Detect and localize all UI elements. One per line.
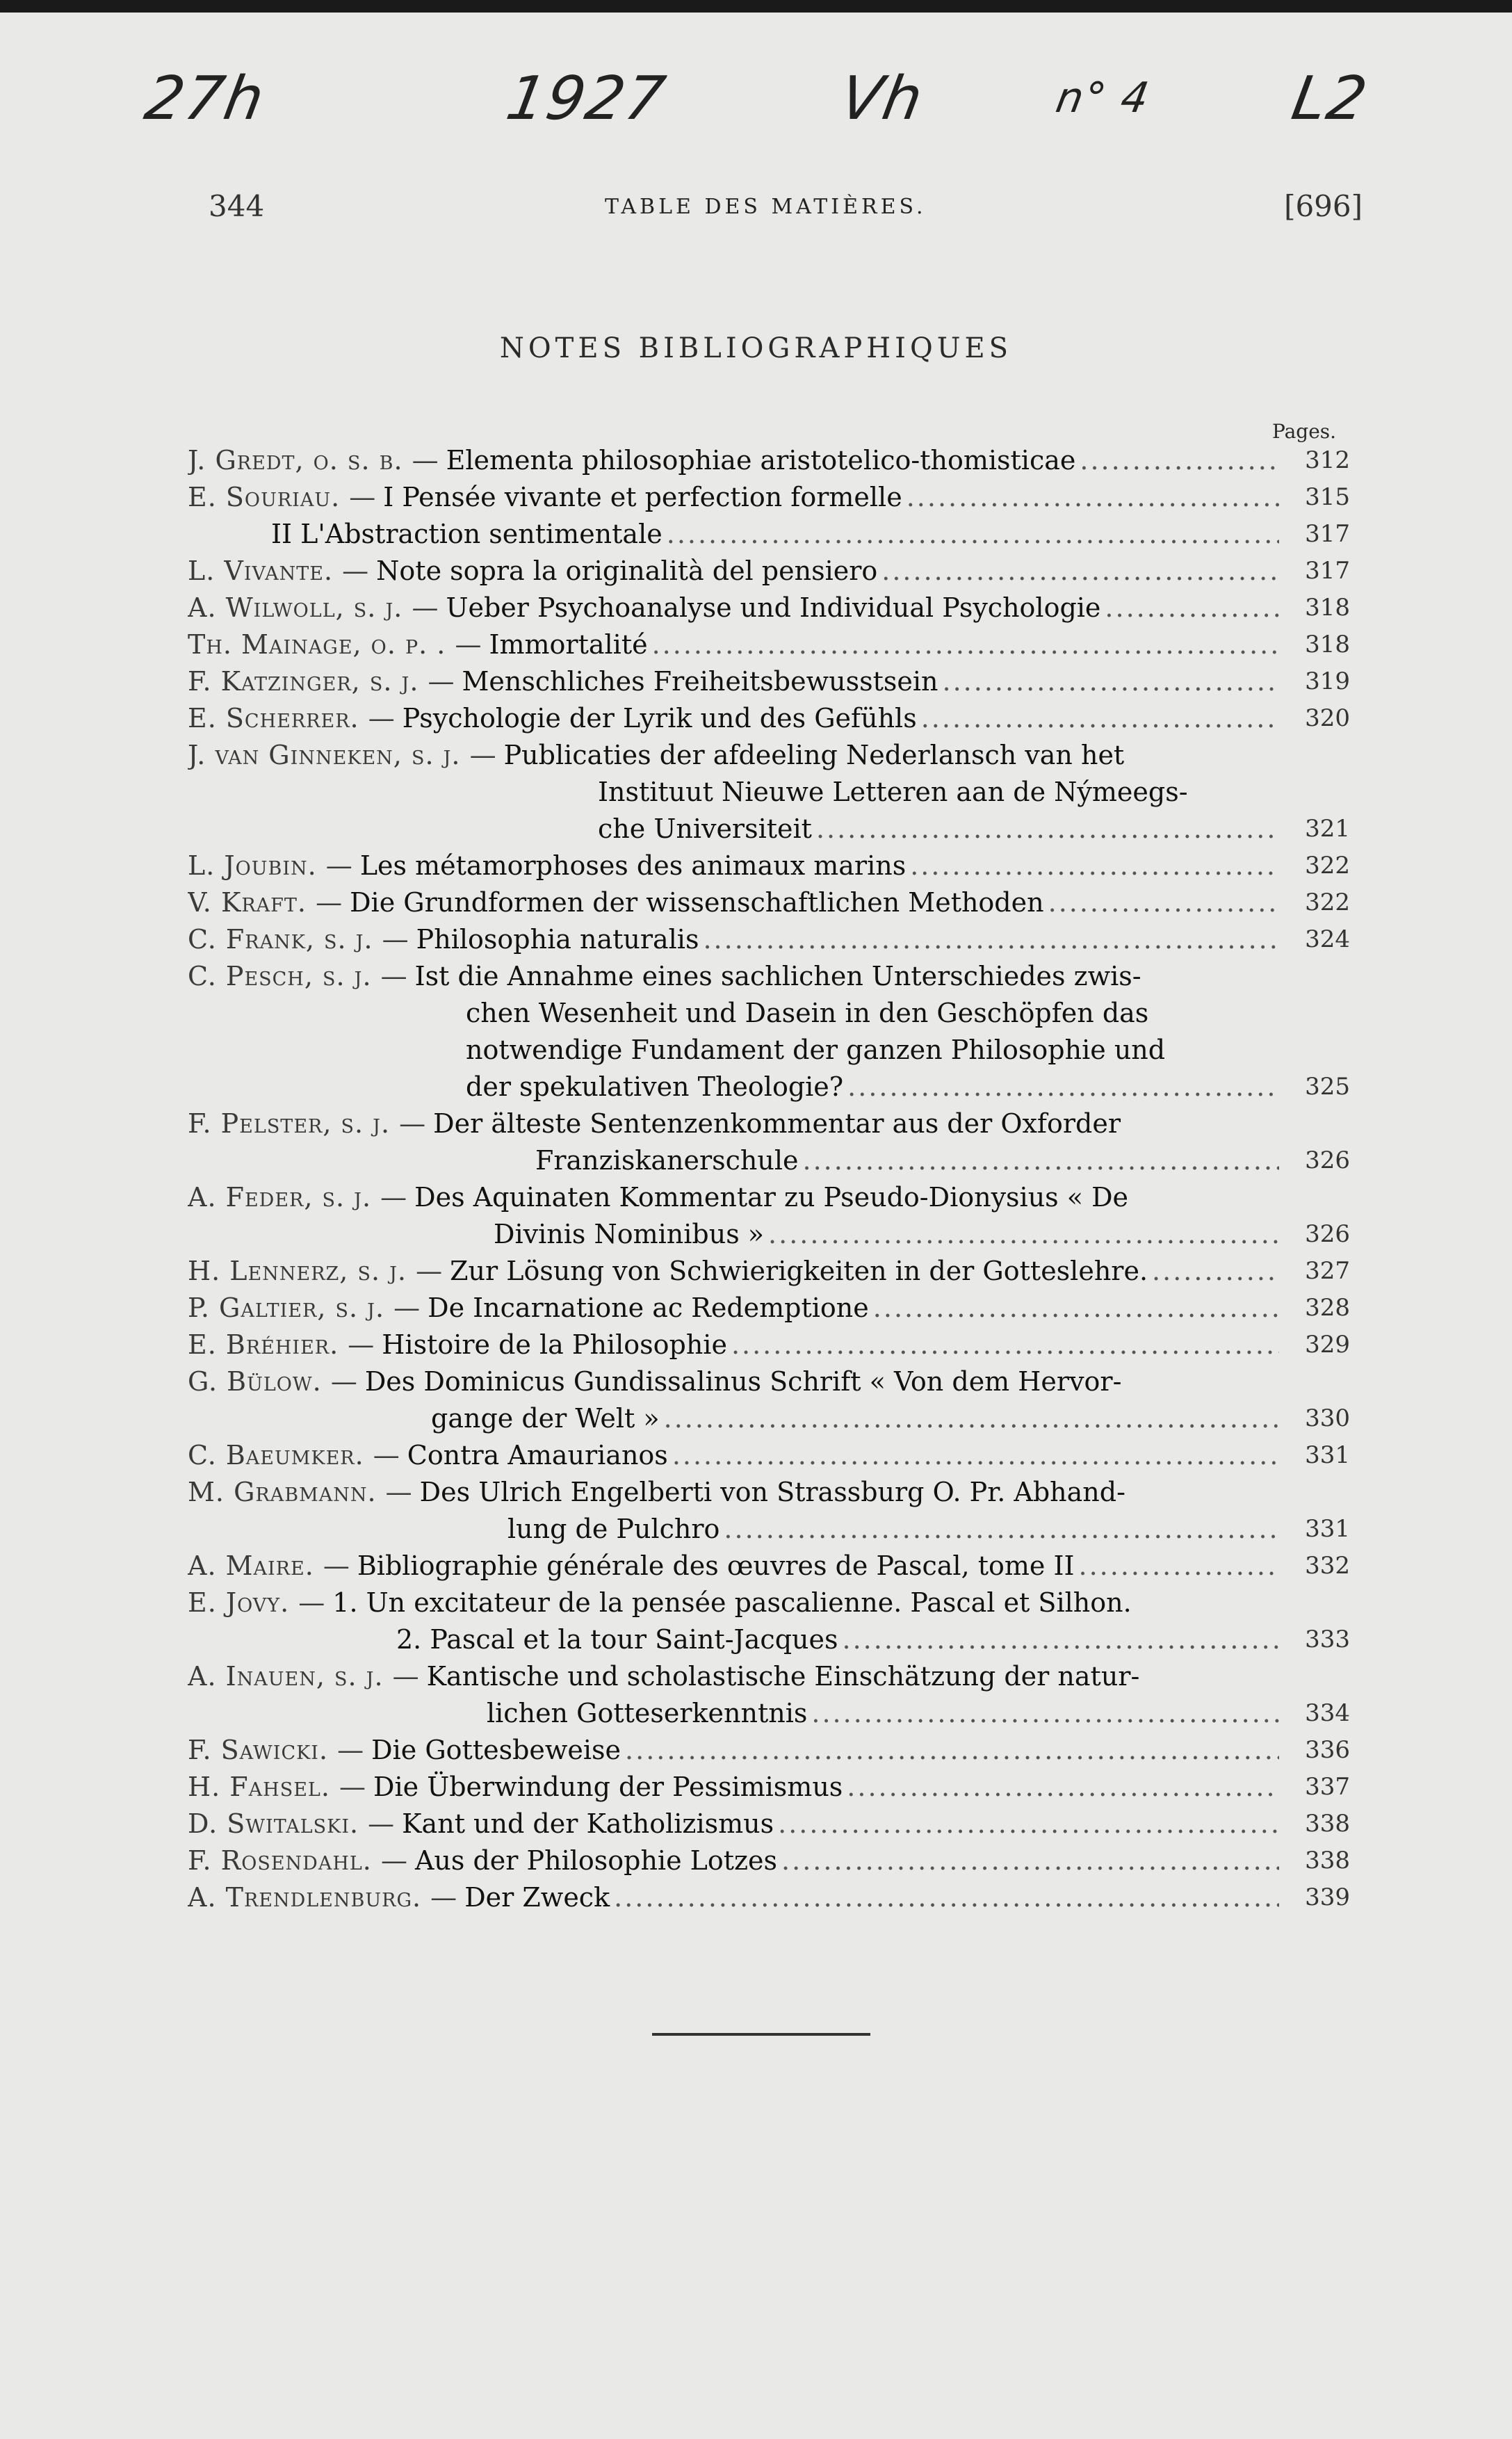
- section-title: NOTES BIBLIOGRAPHIQUES: [499, 332, 1013, 364]
- dot-leader: [910, 848, 1279, 884]
- toc-page-number: 338: [1305, 1810, 1350, 1838]
- running-title: TABLE DES MATIÈRES.: [605, 195, 927, 219]
- toc-title: Kant und der Katholizismus: [402, 1808, 774, 1839]
- toc-entry: [188, 553, 1356, 590]
- toc-title: chen Wesenheit und Dasein in den Geschöpfen das: [466, 998, 1149, 1028]
- toc-entry: [188, 1769, 1356, 1806]
- toc-entry-line: [188, 1842, 1279, 1879]
- dot-leader: [672, 1437, 1279, 1474]
- toc-entry-line: [188, 884, 1279, 921]
- toc-title: Elementa philosophiae aristotelico-thomisticae: [446, 445, 1076, 476]
- toc-entry: [188, 1585, 1356, 1658]
- closing-rule: [652, 2033, 870, 2036]
- toc-page-number: 318: [1305, 631, 1350, 658]
- toc-author: F. Sawicki. —: [188, 1735, 365, 1765]
- toc-entry-line: [188, 848, 1279, 884]
- toc-entry-line: [188, 1069, 1279, 1105]
- toc-title: Der älteste Sentenzenkommentar aus der Oxforder: [433, 1108, 1121, 1139]
- dot-leader: [816, 811, 1279, 848]
- toc-author: E. Souriau. —: [188, 482, 377, 512]
- toc-title: Ueber Psychoanalyse und Individual Psychologie: [446, 592, 1101, 623]
- pages-column-label: Pages.: [1272, 420, 1337, 443]
- toc-entry: [188, 958, 1356, 1105]
- toc-author: A. Inauen, s. j. —: [188, 1661, 420, 1692]
- dot-leader: [1079, 1548, 1279, 1585]
- dot-leader: [703, 921, 1279, 958]
- dot-leader: [803, 1142, 1279, 1179]
- toc-entry: [188, 1290, 1356, 1327]
- toc-page-number: 324: [1305, 925, 1350, 953]
- dot-leader: [664, 1400, 1279, 1437]
- toc-title: Franziskanerschule: [535, 1145, 799, 1176]
- dot-leader: [724, 1511, 1279, 1548]
- running-head: [202, 189, 1369, 231]
- toc-title: Die Gottesbeweise: [371, 1735, 621, 1765]
- toc-author: E. Bréhier. —: [188, 1329, 375, 1360]
- toc-title: der spekulativen Theologie?: [466, 1071, 844, 1102]
- toc-title: Die Überwindung der Pessimismus: [373, 1772, 843, 1802]
- toc-entry-line: [188, 1290, 1279, 1327]
- toc-page-number: 319: [1305, 667, 1350, 695]
- toc-author: L. Joubin. —: [188, 850, 353, 881]
- toc-entry-line: [188, 1437, 1279, 1474]
- toc-entry-line: [188, 995, 1279, 1032]
- toc-entry: [188, 1253, 1356, 1290]
- dot-leader: [881, 553, 1279, 590]
- handwritten-note-2: 1927: [501, 64, 672, 133]
- dot-leader: [907, 479, 1279, 516]
- toc-entry-line: [188, 1032, 1279, 1069]
- dot-leader: [943, 663, 1279, 700]
- toc-author: L. Vivante. —: [188, 556, 370, 586]
- toc-title: II L'Abstraction sentimentale: [271, 519, 662, 549]
- toc-entry: [188, 848, 1356, 884]
- toc-entry-line: [188, 1179, 1279, 1216]
- toc-entry-line: [188, 1769, 1279, 1806]
- toc-entry-line: [188, 516, 1279, 553]
- toc-author: D. Switalski. —: [188, 1808, 396, 1839]
- toc-entry-line: [188, 1105, 1279, 1142]
- toc-entry-line: [188, 1142, 1279, 1179]
- toc-title: Die Grundformen der wissenschaftlichen Methoden: [350, 887, 1044, 918]
- toc-entry-line: [188, 958, 1279, 995]
- toc-page-number: 326: [1305, 1146, 1350, 1174]
- toc-entry: [188, 1879, 1356, 1916]
- toc-entry: [188, 700, 1356, 737]
- toc-entry: [188, 1732, 1356, 1769]
- toc-page-number: 331: [1305, 1441, 1350, 1469]
- toc-title: Der Zweck: [464, 1882, 610, 1913]
- dot-leader: [811, 1695, 1279, 1732]
- page-number-left: 344: [209, 189, 265, 223]
- toc-entry-line: [188, 1253, 1279, 1290]
- toc-entry: [188, 1179, 1356, 1253]
- toc-title: 1. Un excitateur de la pensée pascalienne. Pascal et Silhon.: [332, 1587, 1132, 1618]
- toc-entry-line: [188, 1327, 1279, 1363]
- toc-author: G. Bülow. —: [188, 1366, 358, 1397]
- toc-page-number: 312: [1305, 446, 1350, 474]
- toc-author: C. Pesch, s. j. —: [188, 961, 408, 991]
- toc-title: Philosophia naturalis: [416, 924, 699, 955]
- toc-author: A. Feder, s. j. —: [188, 1182, 408, 1213]
- toc-entry: [188, 921, 1356, 958]
- dot-leader: [731, 1327, 1279, 1363]
- toc-title: De Incarnatione ac Redemptione: [428, 1293, 869, 1323]
- toc-title: Zur Lösung von Schwierigkeiten in der Gotteslehre.: [450, 1256, 1148, 1286]
- toc-page-number: 330: [1305, 1404, 1350, 1432]
- toc-entry-line: [188, 479, 1279, 516]
- toc-entry: [188, 1437, 1356, 1474]
- toc-title: I Pensée vivante et perfection formelle: [383, 482, 902, 512]
- toc-author: E. Scherrer. —: [188, 703, 396, 734]
- handwritten-note-4: n° 4: [1052, 74, 1154, 122]
- toc-entry-line: [188, 442, 1279, 479]
- toc-entry-line: [188, 1585, 1279, 1621]
- toc-entry-line: [188, 590, 1279, 626]
- toc-title: Bibliographie générale des œuvres de Pascal, tome II: [357, 1550, 1075, 1581]
- handwritten-note-1: 27h: [140, 64, 270, 133]
- toc-author: C. Frank, s. j. —: [188, 924, 409, 955]
- dot-leader: [1105, 590, 1279, 626]
- toc-entry-line: [188, 700, 1279, 737]
- toc-page-number: 339: [1305, 1883, 1350, 1911]
- toc-author: E. Jovy. —: [188, 1587, 326, 1618]
- toc-page-number: 328: [1305, 1294, 1350, 1322]
- toc-title: Des Aquinaten Kommentar zu Pseudo-Dionysius « De: [414, 1182, 1129, 1213]
- handwritten-note-3: Vh: [835, 64, 929, 133]
- toc-page-number: 327: [1305, 1257, 1350, 1285]
- dot-leader: [768, 1216, 1279, 1253]
- dot-leader: [873, 1290, 1279, 1327]
- toc-title: Ist die Annahme eines sachlichen Unterschiedes zwis-: [414, 961, 1141, 991]
- toc-title: Note sopra la originalità del pensiero: [376, 556, 878, 586]
- toc-entry-line: [188, 553, 1279, 590]
- dot-leader: [652, 626, 1279, 663]
- toc-entry: [188, 1474, 1356, 1548]
- toc-entry-line: [188, 1879, 1279, 1916]
- toc-author: F. Pelster, s. j. —: [188, 1108, 427, 1139]
- toc-title: Des Dominicus Gundissalinus Schrift « Von dem Hervor-: [364, 1366, 1122, 1397]
- toc-title: Des Ulrich Engelberti von Strassburg O. Pr. Abhand-: [419, 1477, 1125, 1507]
- toc-title: Aus der Philosophie Lotzes: [414, 1845, 778, 1876]
- dot-leader: [921, 700, 1279, 737]
- toc-entry-line: [188, 1216, 1279, 1253]
- toc-title: Instituut Nieuwe Letteren aan de Nýmeegs-: [598, 777, 1188, 807]
- toc-author: H. Fahsel. —: [188, 1772, 367, 1802]
- toc-page-number: 320: [1305, 704, 1350, 732]
- dot-leader: [843, 1621, 1280, 1658]
- toc-page-number: 337: [1305, 1773, 1350, 1801]
- toc-entry-line: [188, 1511, 1279, 1548]
- toc-page-number: 334: [1305, 1699, 1350, 1727]
- toc-entry-line: [188, 737, 1279, 774]
- toc-entry: [188, 663, 1356, 700]
- page-number-right: [696]: [1284, 189, 1363, 223]
- toc-page-number: 317: [1305, 557, 1350, 585]
- toc-author: H. Lennerz, s. j. —: [188, 1256, 444, 1286]
- toc-author: P. Galtier, s. j. —: [188, 1293, 421, 1323]
- toc-author: V. Kraft. —: [188, 887, 343, 918]
- toc-page-number: 338: [1305, 1847, 1350, 1874]
- toc-author: Th. Mainage, o. p. . —: [188, 629, 482, 660]
- toc-page-number: 331: [1305, 1515, 1350, 1543]
- toc-author: A. Wilwoll, s. j. —: [188, 592, 439, 623]
- toc-entry: [188, 442, 1356, 479]
- dot-leader: [625, 1732, 1279, 1769]
- toc-entry-line: [188, 774, 1279, 811]
- dot-leader: [1080, 442, 1279, 479]
- toc-page-number: 322: [1305, 889, 1350, 916]
- toc-page-number: 329: [1305, 1331, 1350, 1359]
- toc-entry: [188, 1658, 1356, 1732]
- toc-title: Histoire de la Philosophie: [382, 1329, 727, 1360]
- toc-page-number: 332: [1305, 1552, 1350, 1580]
- scan-top-edge: [0, 0, 1512, 13]
- toc-author: J. van Ginneken, s. j. —: [188, 740, 497, 770]
- dot-leader: [1048, 884, 1279, 921]
- toc-title: lung de Pulchro: [507, 1514, 720, 1544]
- toc-entry-line: [188, 1474, 1279, 1511]
- dot-leader: [1152, 1253, 1279, 1290]
- toc-title: notwendige Fundament der ganzen Philosophie und: [466, 1035, 1166, 1065]
- toc-page-number: 326: [1305, 1220, 1350, 1248]
- toc-entry-line: [188, 626, 1279, 663]
- toc-title: lichen Gotteserkenntnis: [487, 1698, 808, 1728]
- dot-leader: [614, 1879, 1279, 1916]
- toc-page-number: 325: [1305, 1073, 1350, 1101]
- toc-title: Divinis Nominibus »: [494, 1219, 765, 1249]
- toc-entry-line: [188, 811, 1279, 848]
- toc-entry: [188, 626, 1356, 663]
- toc-title: 2. Pascal et la tour Saint-Jacques: [396, 1624, 838, 1655]
- toc-author: J. Gredt, o. s. b. —: [188, 445, 439, 476]
- toc-entry-line: [188, 663, 1279, 700]
- table-of-contents: [188, 442, 1356, 1916]
- handwritten-annotation: [140, 64, 1439, 147]
- toc-page-number: 321: [1305, 815, 1350, 843]
- toc-author: C. Baeumker. —: [188, 1440, 400, 1470]
- toc-entry: [188, 1327, 1356, 1363]
- toc-author: F. Katzinger, s. j. —: [188, 666, 455, 697]
- toc-entry-line: [188, 1695, 1279, 1732]
- toc-entry: [188, 1548, 1356, 1585]
- toc-entry: [188, 479, 1356, 553]
- toc-title: gange der Welt »: [431, 1403, 660, 1434]
- toc-entry-line: [188, 921, 1279, 958]
- toc-page-number: 333: [1305, 1626, 1350, 1653]
- toc-title: Psychologie der Lyrik und des Gefühls: [402, 703, 917, 734]
- toc-entry-line: [188, 1363, 1279, 1400]
- toc-entry-line: [188, 1806, 1279, 1842]
- toc-page-number: 317: [1305, 520, 1350, 548]
- toc-title: Kantische und scholastische Einschätzung der natur-: [426, 1661, 1140, 1692]
- toc-title: Contra Amaurianos: [407, 1440, 668, 1470]
- toc-title: Les métamorphoses des animaux marins: [359, 850, 907, 881]
- dot-leader: [847, 1069, 1279, 1105]
- toc-page-number: 336: [1305, 1736, 1350, 1764]
- toc-entry-line: [188, 1621, 1279, 1658]
- toc-page-number: 315: [1305, 483, 1350, 511]
- dot-leader: [667, 516, 1279, 553]
- toc-entry: [188, 1842, 1356, 1879]
- toc-page-number: 322: [1305, 852, 1350, 880]
- toc-page-number: 318: [1305, 594, 1350, 622]
- toc-entry-line: [188, 1400, 1279, 1437]
- toc-title: Menschliches Freiheitsbewusstsein: [462, 666, 938, 697]
- dot-leader: [781, 1842, 1279, 1879]
- toc-author: A. Trendlenburg. —: [188, 1882, 458, 1913]
- toc-author: F. Rosendahl. —: [188, 1845, 408, 1876]
- toc-title: che Universiteit: [598, 813, 812, 844]
- toc-author: A. Maire. —: [188, 1550, 350, 1581]
- toc-title: Publicaties der afdeeling Nederlansch van het: [503, 740, 1125, 770]
- dot-leader: [847, 1769, 1279, 1806]
- toc-entry: [188, 590, 1356, 626]
- toc-entry: [188, 737, 1356, 848]
- toc-title: Immortalité: [489, 629, 648, 660]
- toc-entry: [188, 1363, 1356, 1437]
- toc-entry-line: [188, 1658, 1279, 1695]
- toc-entry: [188, 884, 1356, 921]
- toc-author: M. Grabmann. —: [188, 1477, 413, 1507]
- toc-entry-line: [188, 1732, 1279, 1769]
- dot-leader: [778, 1806, 1279, 1842]
- handwritten-note-5: L2: [1287, 64, 1374, 133]
- toc-entry: [188, 1806, 1356, 1842]
- toc-entry: [188, 1105, 1356, 1179]
- toc-entry-line: [188, 1548, 1279, 1585]
